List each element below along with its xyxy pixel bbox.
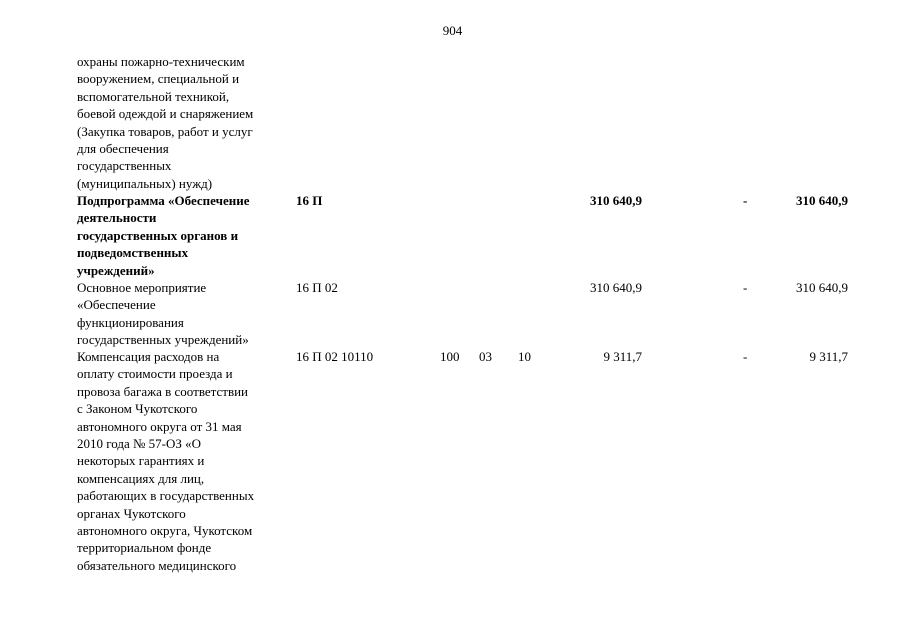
row-description: Компенсация расходов на оплату стоимости проезда и провоза багажа в соответствии с Законом Чукотского автономного округа от 31 мая 2010 года № 57-ОЗ «О некоторых гарантиях и компенсациях для лиц, работающих в государственных органах Чукотского автономного округа, Чукотском территориальном фонде обязательного медицинского <box>77 349 255 573</box>
row-change: - <box>743 193 748 208</box>
row-amount: 310 640,9 <box>590 280 642 295</box>
row-description: Подпрограмма «Обеспечение деятельности государственных органов и подведомственных учреждений» <box>77 193 250 278</box>
row-description: охраны пожарно-техническим вооружением, специальной и вспомогательной техникой, боевой одеждой и снаряжением (Закупка товаров, работ и услуг для обеспечения государственных (муниципальных) нужд) <box>77 54 254 191</box>
row-amount: 9 311,7 <box>603 349 642 364</box>
row-amount: 310 640,9 <box>590 193 642 208</box>
row-change: - <box>743 280 748 295</box>
row-total: 9 311,7 <box>809 349 848 364</box>
row-description: Основное мероприятие «Обеспечение функционирования государственных учреждений» <box>77 280 249 348</box>
row-total: 310 640,9 <box>796 193 848 208</box>
row-total: 310 640,9 <box>796 280 848 295</box>
row-code: 16 П <box>296 193 323 208</box>
page-number: 904 <box>442 23 463 38</box>
row-code: 16 П 02 10110 <box>296 349 374 364</box>
row-change: - <box>743 349 748 364</box>
row-section: 03 <box>479 349 492 364</box>
row-code: 16 П 02 <box>296 280 338 295</box>
row-subsection: 10 <box>518 349 531 364</box>
row-expense-type: 100 <box>440 349 460 364</box>
